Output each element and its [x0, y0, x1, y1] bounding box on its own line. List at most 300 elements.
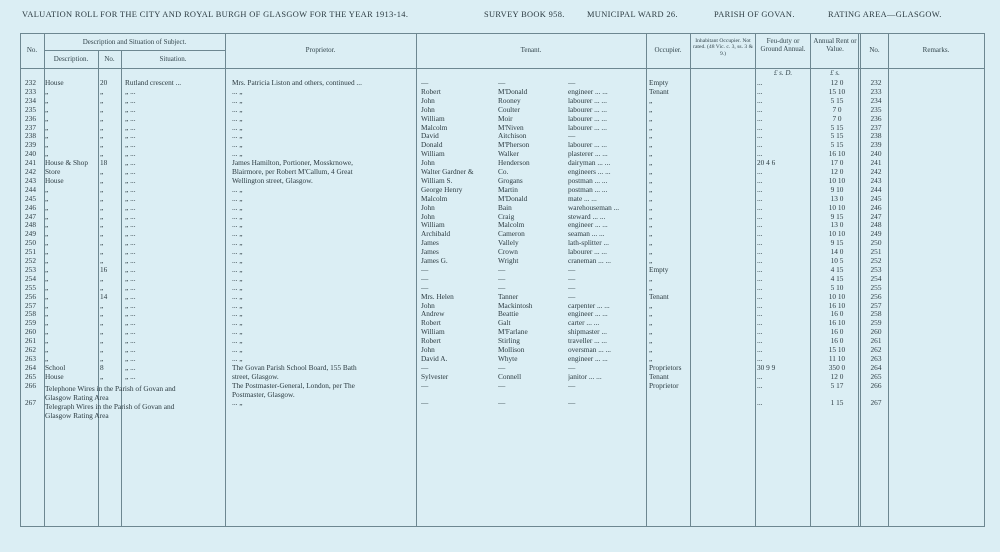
occupier: „	[649, 327, 653, 337]
street-number: „	[100, 95, 104, 105]
tenant-surname: Connell	[498, 371, 522, 381]
tenant-forename: —	[421, 398, 429, 408]
header-remarks: Remarks.	[922, 46, 950, 54]
street-number: „	[100, 86, 104, 96]
description: Store	[45, 167, 61, 176]
situation: „ ...	[125, 362, 136, 372]
entry-number: 267	[25, 398, 36, 408]
proprietor: Mrs. Patricia Liston and others, continued ...	[232, 78, 362, 87]
feu-duty: 20 4 6	[757, 158, 776, 168]
table-row	[0, 212, 1000, 221]
entry-number: 249	[25, 229, 36, 239]
proprietor: ... „	[232, 220, 243, 230]
tenant-occupation: —	[568, 362, 576, 372]
occupier: Proprietors	[649, 362, 682, 372]
entry-number-right: 244	[870, 184, 882, 194]
feu-duty: ...	[757, 175, 763, 185]
entry-number-right: 264	[870, 362, 882, 372]
annual-rent: 5 17	[830, 380, 844, 390]
feu-duty: ...	[757, 211, 763, 221]
situation: „ ...	[125, 282, 136, 292]
tenant-surname: —	[498, 398, 506, 408]
feu-duty: ...	[757, 291, 763, 301]
tenant-surname: —	[498, 78, 506, 87]
header-no: No.	[26, 46, 38, 54]
proprietor: ... „	[232, 104, 243, 114]
annual-rent: 7 0	[832, 113, 842, 123]
entry-number-right: 266	[870, 380, 882, 390]
entry-number: 237	[25, 122, 36, 132]
tenant-occupation: engineer ... ...	[568, 220, 608, 230]
annual-rent: 4 15	[830, 264, 844, 274]
street-number: „	[100, 238, 104, 248]
heading-roll: VALUATION ROLL FOR THE CITY AND ROYAL BURGH OF GLASGOW FOR THE YEAR 1913-14.	[22, 10, 409, 19]
proprietor: ... „	[232, 211, 243, 221]
tenant-surname: M'Pherson	[498, 140, 530, 150]
tenant-occupation: labourer ... ...	[568, 95, 607, 105]
table-row	[0, 292, 1000, 301]
annual-rent: 17 0	[830, 158, 844, 168]
description: „	[45, 140, 49, 150]
entry-number-right: 257	[870, 300, 882, 310]
tenant-surname: M'Donald	[498, 193, 528, 203]
annual-rent: 5 15	[830, 140, 844, 150]
occupier: „	[649, 193, 653, 203]
entry-number-right: 243	[870, 175, 882, 185]
entry-number-right: 259	[870, 318, 882, 328]
description: House	[45, 78, 64, 87]
situation: „ ...	[125, 86, 136, 96]
table-row	[0, 318, 1000, 327]
tenant-surname: Beattie	[498, 309, 519, 319]
entry-number: 245	[25, 193, 36, 203]
feu-duty: ...	[757, 122, 763, 132]
proprietor: ... „	[232, 113, 243, 123]
feu-duty: ...	[757, 131, 763, 141]
entry-number: 232	[25, 78, 36, 87]
proprietor: James Hamilton, Portioner, Mosskrnowe,	[232, 158, 353, 168]
description: „	[45, 202, 49, 212]
street-number: „	[100, 140, 104, 150]
tenant-occupation: —	[568, 131, 576, 141]
street-number: „	[100, 149, 104, 159]
occupier: „	[649, 122, 653, 132]
entry-number-right: 248	[870, 220, 882, 230]
street-number: „	[100, 371, 104, 381]
situation: „ ...	[125, 220, 136, 230]
tenant-forename: John	[421, 202, 435, 212]
tenant-forename: Andrew	[421, 309, 445, 319]
tenant-forename: George Henry	[421, 184, 463, 194]
entry-number: 244	[25, 184, 36, 194]
tenant-surname: —	[498, 273, 506, 283]
entry-number: 248	[25, 220, 36, 230]
tenant-forename: William	[421, 327, 445, 337]
header-feuduty: Feu-duty or Ground Annual.	[760, 37, 806, 53]
tenant-surname: Whyte	[498, 353, 518, 363]
entry-number-right: 239	[870, 140, 882, 150]
entry-number: 238	[25, 131, 36, 141]
entry-number: 233	[25, 86, 36, 96]
street-number: „	[100, 327, 104, 337]
annual-rent: 16 10	[828, 149, 846, 159]
occupier: „	[649, 158, 653, 168]
feu-duty: ...	[757, 238, 763, 248]
tenant-occupation: —	[568, 282, 576, 292]
description: „	[45, 345, 49, 354]
proprietor: ... „	[232, 264, 243, 274]
street-number: „	[100, 309, 104, 319]
tenant-forename: John	[421, 345, 435, 354]
entry-number: 252	[25, 256, 36, 265]
proprietor: ... „	[232, 184, 243, 194]
entry-number-right: 258	[870, 309, 882, 319]
tenant-surname: Bain	[498, 202, 512, 212]
occupier: Empty	[649, 78, 669, 87]
feu-duty: ...	[757, 193, 763, 203]
page-heading	[0, 10, 1000, 26]
feu-duty: ...	[757, 167, 763, 176]
situation: „ ...	[125, 247, 136, 257]
occupier: Proprietor	[649, 380, 679, 390]
street-number: „	[100, 353, 104, 363]
entry-number-right: 254	[870, 273, 882, 283]
occupier: „	[649, 211, 653, 221]
annual-rent: 10 10	[828, 202, 846, 212]
street-number: „	[100, 318, 104, 328]
description: House & Shop	[45, 158, 88, 168]
feu-duty: ...	[757, 140, 763, 150]
situation: „ ...	[125, 371, 136, 381]
feu-duty: ...	[757, 336, 763, 346]
proprietor: ... „	[232, 398, 243, 408]
proprietor: ... „	[232, 309, 243, 319]
header-inhabitant: Inhabitant Occupier. Not rated. (48 Vic. c. 3, ss. 3 & 9.)	[693, 38, 753, 57]
entry-number-right: 267	[870, 398, 882, 408]
tenant-occupation: janitor ... ...	[568, 371, 602, 381]
occupier: „	[649, 113, 653, 123]
telephone-wires-line2: Glasgow Rating Area	[45, 393, 109, 402]
entry-number-right: 251	[870, 247, 882, 257]
header-description: Description.	[53, 55, 89, 63]
tenant-forename: Sylvester	[421, 371, 449, 381]
description: „	[45, 131, 49, 141]
tenant-occupation: labourer ... ...	[568, 247, 607, 257]
table-bottom-rule	[20, 526, 984, 527]
occupier: „	[649, 345, 653, 354]
feu-duty: ...	[757, 229, 763, 239]
tenant-forename: —	[421, 78, 429, 87]
description: „	[45, 122, 49, 132]
annual-rent: 5 15	[830, 131, 844, 141]
entry-number: 264	[25, 362, 36, 372]
situation: „ ...	[125, 158, 136, 168]
annual-rent: 9 15	[830, 211, 844, 221]
situation: „ ...	[125, 184, 136, 194]
description: „	[45, 300, 49, 310]
annual-rent: 11 10	[828, 353, 846, 363]
tenant-forename: Archibald	[421, 229, 451, 239]
tenant-forename: Robert	[421, 336, 441, 346]
feuduty-currency-units: £ s. D.	[773, 69, 793, 77]
tenant-surname: Galt	[498, 318, 511, 328]
entry-number-right: 233	[870, 86, 882, 96]
description: „	[45, 273, 49, 283]
occupier: „	[649, 167, 653, 176]
tenant-surname: Aitchison	[498, 131, 527, 141]
occupier: „	[649, 202, 653, 212]
occupier: „	[649, 104, 653, 114]
street-number: „	[100, 202, 104, 212]
proprietor: ... „	[232, 353, 243, 363]
table-row	[0, 256, 1000, 265]
tenant-occupation: shipmaster ...	[568, 327, 607, 337]
entry-number: 262	[25, 345, 36, 354]
situation: „ ...	[125, 318, 136, 328]
proprietor: The Govan Parish School Board, 155 Bath	[232, 362, 357, 372]
occupier: „	[649, 273, 653, 283]
tenant-surname: —	[498, 362, 506, 372]
annual-rent: 16 0	[830, 327, 844, 337]
entry-number-right: 260	[870, 327, 882, 337]
tenant-occupation: —	[568, 291, 576, 301]
annual-rent: 1 15	[830, 398, 844, 408]
entry-number-right: 238	[870, 131, 882, 141]
description: „	[45, 211, 49, 221]
tenant-forename: Walter Gardner &	[421, 167, 474, 176]
tenant-surname: Martin	[498, 184, 518, 194]
street-number: „	[100, 336, 104, 346]
proprietor: ... „	[232, 131, 243, 141]
tenant-surname: M'Donald	[498, 86, 528, 96]
occupier: „	[649, 140, 653, 150]
description: „	[45, 86, 49, 96]
annual-rent: 15 10	[828, 345, 846, 354]
tenant-surname: Rooney	[498, 95, 521, 105]
table-row	[0, 220, 1000, 229]
header-occupier: Occupier.	[654, 46, 682, 54]
description: „	[45, 247, 49, 257]
table-row	[0, 229, 1000, 238]
situation: „ ...	[125, 229, 136, 239]
tenant-forename: John	[421, 104, 435, 114]
annual-rent: 9 15	[830, 238, 844, 248]
tenant-forename: James	[421, 247, 439, 257]
feu-duty: ...	[757, 95, 763, 105]
tenant-occupation: engineer ... ...	[568, 86, 608, 96]
annual-rent: 12 0	[830, 78, 844, 87]
tenant-forename: —	[421, 264, 429, 274]
entry-number: 261	[25, 336, 36, 346]
tenant-forename: William S.	[421, 175, 453, 185]
table-row	[0, 140, 1000, 149]
entry-number: 255	[25, 282, 36, 292]
entry-number: 258	[25, 309, 36, 319]
tenant-surname: —	[498, 282, 506, 292]
entry-number: 240	[25, 149, 36, 159]
tenant-occupation: —	[568, 264, 576, 274]
feu-duty: ...	[757, 380, 763, 390]
annual-rent: 16 0	[830, 309, 844, 319]
tenant-forename: Robert	[421, 318, 441, 328]
description: „	[45, 113, 49, 123]
situation: „ ...	[125, 273, 136, 283]
description: „	[45, 327, 49, 337]
tenant-surname: Co.	[498, 167, 509, 176]
proprietor: ... „	[232, 273, 243, 283]
table-row	[0, 309, 1000, 318]
table-row	[0, 336, 1000, 345]
description: „	[45, 309, 49, 319]
occupier: „	[649, 184, 653, 194]
tenant-surname: Mollison	[498, 345, 525, 354]
tenant-forename: David	[421, 131, 439, 141]
entry-number: 234	[25, 95, 36, 105]
occupier: „	[649, 220, 653, 230]
situation: „ ...	[125, 353, 136, 363]
street-number: „	[100, 220, 104, 230]
entry-number-right: 236	[870, 113, 882, 123]
entry-number-right: 241	[870, 158, 882, 168]
entry-number-right: 234	[870, 95, 882, 105]
situation: „ ...	[125, 336, 136, 346]
description: House	[45, 175, 64, 185]
table-row	[0, 363, 1000, 372]
situation: „ ...	[125, 345, 136, 354]
proprietor: The Postmaster-General, London, per The	[232, 380, 355, 390]
description: „	[45, 282, 49, 292]
street-number: 8	[100, 362, 104, 372]
tenant-surname: Mackintosh	[498, 300, 533, 310]
situation: „ ...	[125, 300, 136, 310]
occupier: „	[649, 318, 653, 328]
entry-number-right: 246	[870, 202, 882, 212]
annual-rent: 13 0	[830, 220, 844, 230]
entry-number-right: 235	[870, 104, 882, 114]
proprietor: ... „	[232, 318, 243, 328]
occupier: „	[649, 95, 653, 105]
tenant-occupation: labourer ... ...	[568, 113, 607, 123]
tenant-occupation: dairyman ... ...	[568, 158, 611, 168]
occupier: „	[649, 336, 653, 346]
entry-number: 251	[25, 247, 36, 257]
telegraph-wires-line1: Telegraph Wires in the Parish of Govan and	[45, 402, 175, 411]
tenant-occupation: mate ... ...	[568, 193, 597, 203]
occupier: „	[649, 175, 653, 185]
entry-number-right: 247	[870, 211, 882, 221]
tenant-forename: John	[421, 95, 435, 105]
feu-duty: ...	[757, 86, 763, 96]
description: „	[45, 256, 49, 265]
street-number: 18	[100, 158, 108, 168]
tenant-forename: Malcolm	[421, 122, 448, 132]
tenant-occupation: lath-splitter ...	[568, 238, 609, 248]
annual-rent: 12 0	[830, 167, 844, 176]
header-proprietor: Proprietor.	[305, 46, 336, 54]
entry-number-right: 261	[870, 336, 882, 346]
tenant-surname: —	[498, 264, 506, 274]
street-number: „	[100, 229, 104, 239]
tenant-surname: Grogans	[498, 175, 523, 185]
table-row	[0, 247, 1000, 256]
feu-duty: ...	[757, 371, 763, 381]
tenant-surname: Craig	[498, 211, 515, 221]
street-number: „	[100, 193, 104, 203]
table-row	[0, 327, 1000, 336]
feu-duty: ...	[757, 318, 763, 328]
tenant-forename: —	[421, 362, 429, 372]
header-no2: No.	[869, 46, 880, 54]
entry-number: 260	[25, 327, 36, 337]
tenant-occupation: craneman ... ...	[568, 256, 611, 265]
tenant-occupation: —	[568, 398, 576, 408]
entry-number: 241	[25, 158, 36, 168]
heading-area: RATING AREA—GLASGOW.	[828, 10, 942, 19]
tenant-occupation: labourer ... ...	[568, 140, 607, 150]
tenant-forename: John	[421, 158, 435, 168]
occupier: „	[649, 131, 653, 141]
tenant-surname: M'Niven	[498, 122, 524, 132]
feu-duty: ...	[757, 282, 763, 292]
annual-rent: 10 10	[828, 229, 846, 239]
entry-number: 235	[25, 104, 36, 114]
entry-number: 253	[25, 264, 36, 274]
situation: „ ...	[125, 309, 136, 319]
feu-duty: ...	[757, 202, 763, 212]
entry-number-right: 265	[870, 371, 882, 381]
street-number: „	[100, 345, 104, 354]
situation: „ ...	[125, 122, 136, 132]
proprietor: ... „	[232, 229, 243, 239]
entry-number: 243	[25, 175, 36, 185]
table-row	[0, 78, 1000, 87]
situation: „ ...	[125, 104, 136, 114]
tenant-forename: John	[421, 300, 435, 310]
description: „	[45, 291, 49, 301]
table-row	[0, 149, 1000, 158]
proprietor: ... „	[232, 140, 243, 150]
situation: „ ...	[125, 193, 136, 203]
situation: „ ...	[125, 211, 136, 221]
header-annual-rent: Annual Rent or Value.	[813, 37, 857, 53]
tenant-forename: James	[421, 238, 439, 248]
situation: „ ...	[125, 167, 136, 176]
telegraph-wires-line2: Glasgow Rating Area	[45, 411, 109, 420]
street-number: „	[100, 184, 104, 194]
situation: „ ...	[125, 131, 136, 141]
tenant-occupation: engineer ... ...	[568, 353, 608, 363]
entry-number: 247	[25, 211, 36, 221]
tenant-occupation: engineers ... ...	[568, 167, 611, 176]
tenant-surname: Crown	[498, 247, 518, 257]
annual-rent: 16 10	[828, 318, 846, 328]
proprietor: ... „	[232, 336, 243, 346]
description: „	[45, 220, 49, 230]
tenant-surname: Wright	[498, 256, 519, 265]
tenant-surname: Henderson	[498, 158, 530, 168]
table-row	[0, 158, 1000, 167]
proprietor: ... „	[232, 193, 243, 203]
tenant-forename: Robert	[421, 86, 441, 96]
table-row	[0, 203, 1000, 212]
annual-rent: 7 0	[832, 104, 842, 114]
entry-number-right: 263	[870, 353, 882, 363]
tenant-occupation: engineer ... ...	[568, 309, 608, 319]
entry-number-right: 256	[870, 291, 882, 301]
situation: „ ...	[125, 256, 136, 265]
annual-rent: 5 15	[830, 122, 844, 132]
description: „	[45, 318, 49, 328]
